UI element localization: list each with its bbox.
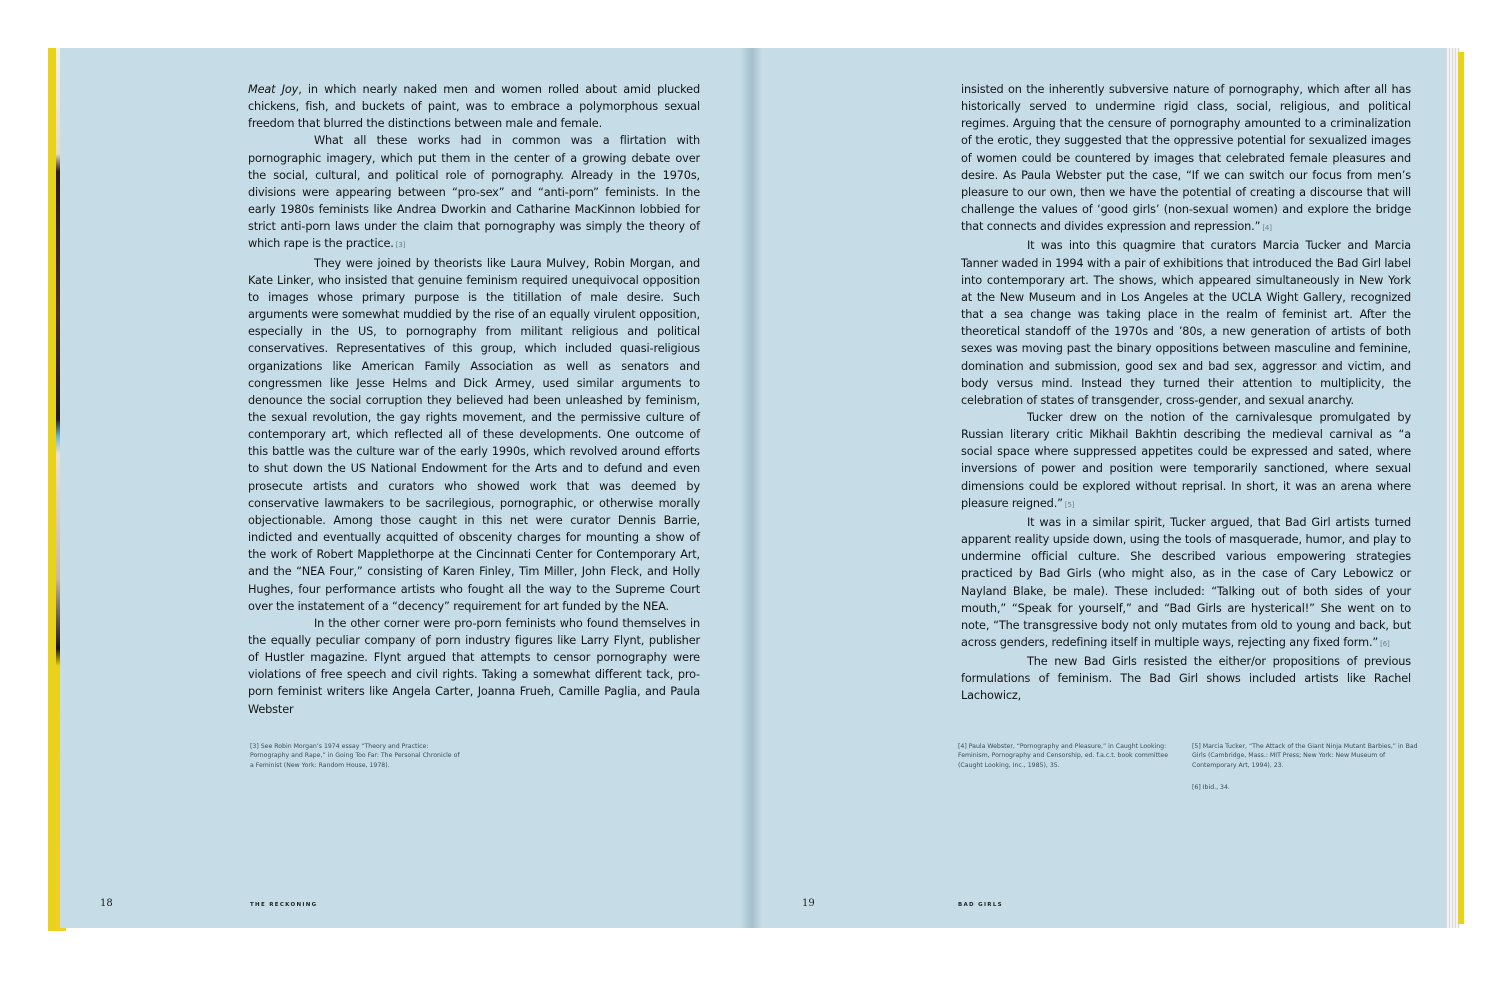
right-footnotes-col2 xyxy=(1192,742,1424,793)
paragraph: In the other corner were pro-porn feminists who found themselves in the equally peculiar company of porn industry figures like Larry Flynt, publisher of Hustler magazine. Flynt argued that attempts to censor pornography were violations of free speech and civil rights. Taking a somewhat different tack, pro-porn feminist writers like Angela Carter, Joanna Frueh, Camille Paglia, and Paula Webster xyxy=(248,616,700,716)
footnote: [6] Ibid., 34. xyxy=(1192,784,1230,792)
paragraph: insisted on the inherently subversive nature of pornography, which after all has historically served to undermine rigid class, social, religious, and political regimes. Arguing that the censure of pornography amounted to a criminalization of the erotic, they suggested that the oppressive potential for sexualized images of women could be countered by images that celebrated female pleasures and desire. As Paula Webster put the case, “If we can switch our focus from men’s pleasure to our own, then we have the potential of creating a discourse that will challenge the values of ‘good girls’ (non-sexual women) and explore the bridge that connects and divides expression and repression.” [4] xyxy=(961,83,1411,234)
right-footnotes-col1 xyxy=(958,742,1173,770)
book-gutter xyxy=(740,48,762,928)
running-head: BAD GIRLS xyxy=(958,902,1003,908)
footnote: [5] Marcia Tucker, “The Attack of the Giant Ninja Mutant Barbies,” in Bad Girls (Cambridge, Mass.: MIT Press; New York: New Museum of Contemporary Art, 1994), 23. xyxy=(1192,743,1418,769)
page-number: 18 xyxy=(100,898,113,909)
paragraph: The new Bad Girls resisted the either/or propositions of previous formulations of feminism. The Bad Girl shows included artists like Rachel Lachowicz, xyxy=(961,655,1411,703)
footnote: [3] See Robin Morgan’s 1974 essay “Theory and Practice: Pornography and Rape,” in Going Too Far: The Personal Chronicle of a Feminist (New York: Random House, 1978). xyxy=(250,743,460,769)
book-edge-left xyxy=(48,48,56,931)
book-edge-right xyxy=(1458,52,1464,924)
paragraph: What all these works had in common was a flirtation with pornographic imagery, which put them in the center of a growing debate over the social, cultural, and political role of pornography. Already in the 1970s, divisions were appearing between “pro-sex” and “anti-porn” feminists. In the early 1980s feminists like Andrea Dworkin and Catharine MacKinnon lobbied for strict anti-porn laws under the claim that pornography was simply the theory of which rape is the practice. [3] xyxy=(248,134,700,251)
paragraph: It was into this quagmire that curators Marcia Tucker and Marcia Tanner waded in 1994 with a pair of exhibitions that introduced the Bad Girl label into contemporary art. The shows, which appeared simultaneously in New York at the New Museum and in Los Angeles at the UCLA Wight Gallery, recognized that a sea change was taking place in the realm of feminist art. After the theoretical standoff of the 1970s and ’80s, a new generation of artists of both sexes was moving past the binary oppositions between masculine and feminine, domination and submission, good sex and bad sex, aggressor and victim, and body versus mind. Instead they turned their attention to multiplicity, the celebration of states of transgender, cross-gender, and sexual anarchy. xyxy=(961,239,1411,407)
italic-title: Meat Joy xyxy=(248,83,299,96)
left-footnotes xyxy=(250,742,460,770)
left-page-body xyxy=(248,81,700,718)
paragraph: They were joined by theorists like Laura Mulvey, Robin Morgan, and Kate Linker, who insisted that genuine feminism required unequivocal opposition to images whose primary purpose is the titillation of male desire. Such arguments were somewhat muddied by the rise of an equally virulent opposition, especially in the US, to pornography from militant religious and political conservatives. Representatives of this group, which included quasi-religious organizations like American Family Association as well as senators and congressmen like Jesse Helms and Dick Armey, used similar arguments to denounce the social corruption they believed had been unleashed by feminism, the sexual revolution, the gay rights movement, and the permissive culture of contemporary art, which reflected all of these developments. One outcome of this battle was the culture war of the early 1990s, which revolved around efforts to shut down the US National Endowment for the Arts and to defund and even prosecute artists and curators who showed work that was deemed by conservative lawmakers to be sacrilegious, pornographic, or otherwise morally objectionable. Among those caught in this net were curator Dennis Barrie, indicted and eventually acquitted of obscenity charges for mounting a show of the work of Robert Mapplethorpe at the Cincinnati Center for Contemporary Art, and the “NEA Four,” consisting of Karen Finley, Tim Miller, John Fleck, and Holly Hughes, four performance artists who fought all the way to the Supreme Court over the instatement of a “decency” requirement for art funded by the NEA. xyxy=(248,256,700,613)
footnote-ref: [5] xyxy=(1064,500,1075,509)
footnote-ref: [4] xyxy=(1262,224,1272,233)
paragraph: Tucker drew on the notion of the carnivalesque promulgated by Russian literary critic Mikhail Bakhtin describing the medieval carnival as “a social space where suppressed appetites could be expressed and sated, where inversions of power and position were temporarily sanctioned, where sexual dimensions could be explored without reprisal. In short, it was an arena where pleasure reigned.” [5] xyxy=(961,410,1411,510)
running-head: THE RECKONING xyxy=(250,902,318,908)
right-page-body xyxy=(961,81,1411,705)
paragraph: Meat Joy, in which nearly naked men and women rolled about amid plucked chickens, fish, and buckets of paint, was to embrace a polymorphous sexual freedom that blurred the distinctions between male and female. xyxy=(248,83,700,131)
footnote-ref: [3] xyxy=(395,241,406,250)
paragraph: It was in a similar spirit, Tucker argued, that Bad Girl artists turned apparent reality upside down, using the tools of masquerade, humor, and play to undermine official culture. She described various empowering strategies practiced by Bad Girls (who might also, as in the case of Cary Lebowicz or Nayland Blake, be male). These included: “Talking out of both sides of your mouth,” “Speak for yourself,” and “Bad Girls are hysterical!” She went on to note, “The transgressive body not only mutates from old to young and back, but across genders, redefining itself in multiple ways, rejecting any fixed form.” [6] xyxy=(961,515,1411,649)
footnote: [4] Paula Webster, “Pornography and Pleasure,” in Caught Looking: Feminism, Pornography and Censorship, ed. f.a.c.t. book committee (Caught Looking, Inc., 1985), 35. xyxy=(958,743,1169,769)
footnote-ref: [6] xyxy=(1380,640,1390,648)
page-number: 19 xyxy=(802,898,815,909)
